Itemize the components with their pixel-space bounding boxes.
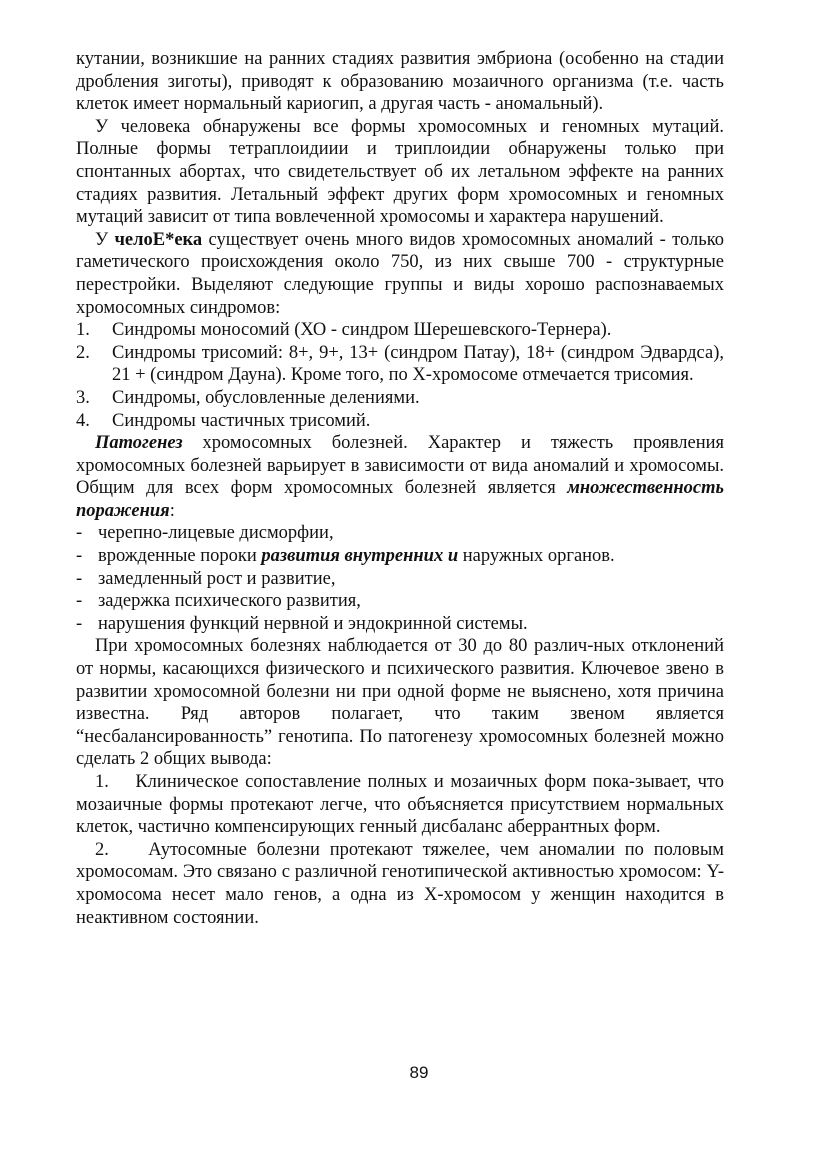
list-item: - задержка психического развития, <box>76 591 361 612</box>
conclusion-item: 2. Аутосомные болезни протекают тяжелее, чем аномалии по половым хромосомам. Это связано с различной генотипической активностью хромосом: Y-хромосома несет мало генов, а одна из Х-хромосом у женщин находится в неактивном состоянии. <box>76 839 724 928</box>
manifestations-list <box>76 522 724 635</box>
list-item: 1. Синдромы моносомий (ХО - синдром Шерешевского-Тернера). <box>76 320 612 341</box>
list-item: - черепно-лицевые дисморфии, <box>76 523 334 544</box>
paragraph-pathogenesis: Патогенез хромосомных болезней. Характер и тяжесть проявления хромосомных болезней варьирует в зависимости от вида аномалий и хромосомы. Общим для всех форм хромосомных болезней является множественность поражения: <box>76 433 724 521</box>
term-pathogenesis: Патогенез <box>95 433 183 454</box>
list-item: 3. Синдромы, обусловленные делениями. <box>76 387 420 408</box>
conclusion-item: 1. Клиническое сопоставление полных и мозаичных форм пока-зывает, что мозаичные формы протекают легче, что объясняется присутствием нормальных клеток, частично компенсирующих генный дисбаланс аберрантных форм. <box>76 772 724 838</box>
list-item: 4. Синдромы частичных трисомий. <box>76 410 371 431</box>
syndromes-list <box>76 319 724 432</box>
list-item: - врожденные пороки развития внутренних и наружных органов. <box>76 546 615 567</box>
emphasis-text: развития внутренних и <box>261 546 459 567</box>
page-body <box>76 48 724 929</box>
paragraph-deviations: При хромосомных болезнях наблюдается от 30 до 80 различ-ных отклонений от нормы, касающихся физического и психического развития. Ключевое звено в развитии хромосомной болезни ни при одной форме не выяснено, хотя причина известна. Ряд авторов полагает, что таким звеном является “несбалансированность” генотипа. По патогенезу хромосомных болезней можно сделать 2 общих вывода: <box>76 636 724 770</box>
page-number: 89 <box>409 1063 429 1082</box>
list-item: 2. Синдромы трисомий: 8+, 9+, 13+ (синдром Патау), 18+ (синдром Эдвардса), 21 + (синдром Дауна). Кроме того, по X-хромосоме отмечается трисомия. <box>76 342 724 386</box>
paragraph-intro: кутании, возникшие на ранних стадиях развития эмбриона (особенно на стадии дробления зиготы), приводят к образованию мозаичного организма (т.е. часть клеток имеет нормальный кариогип, а другая часть - аномальный). <box>76 49 724 115</box>
term-multiplicity: множественность поражения <box>76 478 724 521</box>
list-item: - замедленный рост и развитие, <box>76 568 336 589</box>
bold-term: челоЕ*ека <box>114 229 203 250</box>
list-item: - нарушения функций нервной и эндокринной системы. <box>76 613 528 634</box>
paragraph-mutations: У человека обнаружены все формы хромосомных и геномных мутаций. Полные формы тетраплоидиии и триплоидии обнаружены только при спонтанных абортах, что свидетельствует об их летальном эффекте на ранних стадиях развития. Летальный эффект других форм хромосомных и геномных мутаций зависит от типа вовлеченной хромосомы и характера нарушений. <box>76 116 724 228</box>
paragraph-anomalies: У челоЕ*ека существует очень много видов хромосомных аномалий - только гаметического происхождения около 750, из них свыше 700 - структурные перестройки. Выделяют следующие группы и виды хорошо распознаваемых хромосомных синдромов: <box>76 229 724 318</box>
